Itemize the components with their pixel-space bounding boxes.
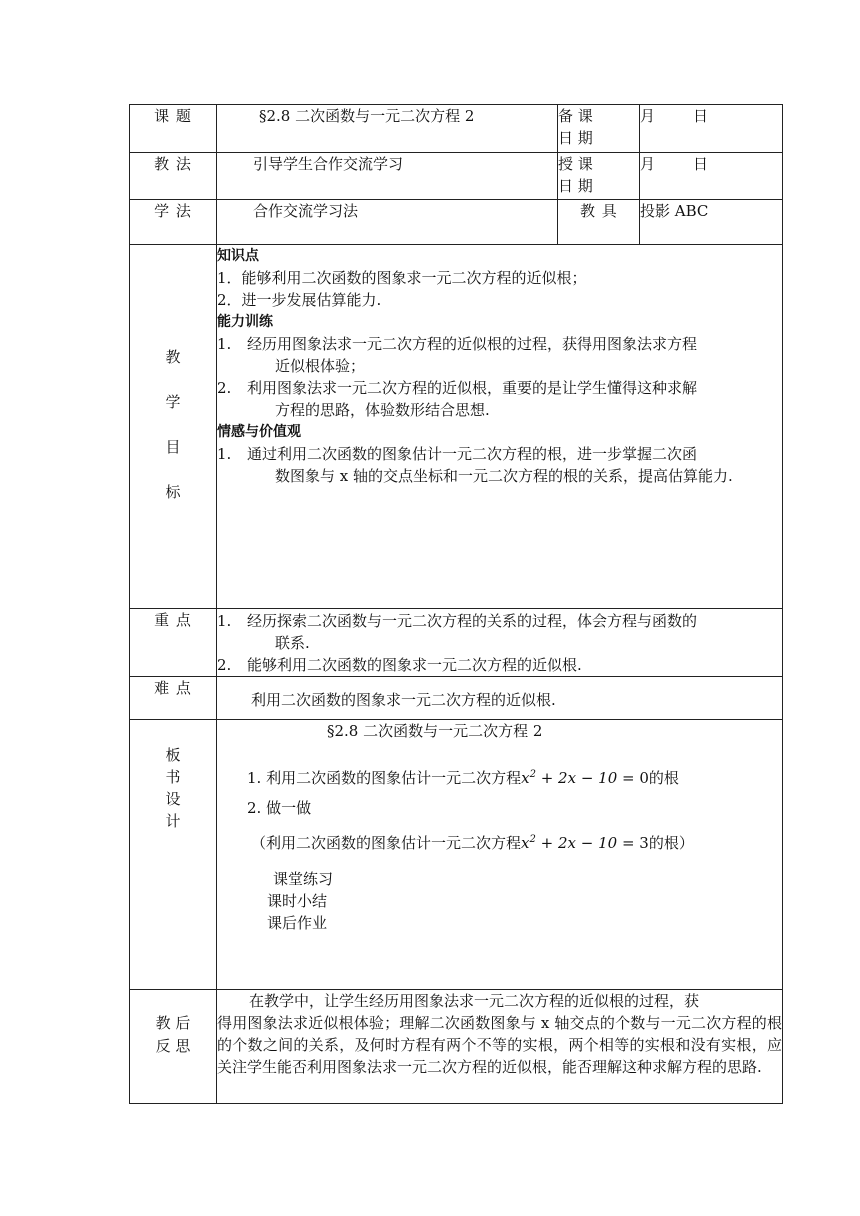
lesson-plan-table — [129, 104, 783, 1104]
key-point-line: 经历探索二次函数与一元二次方程的关系的过程，体会方程与函数的 — [247, 612, 698, 630]
learn-row — [130, 200, 783, 245]
equation-2-rhs: = 3 — [621, 834, 649, 852]
knowledge-item: 2．进一步发展估算能力. — [217, 291, 382, 309]
board-practice: 课堂练习 — [273, 870, 334, 888]
equation-1: $x^2 + 2x - 10$ — [521, 769, 623, 787]
board-row — [130, 720, 783, 990]
board-label-char: 板 — [165, 746, 181, 764]
board-content — [217, 720, 783, 990]
tools-label: 教 具 — [558, 200, 640, 245]
emotion-heading: 情感与价值观 — [217, 424, 301, 440]
tools-value: 投影 ABC — [640, 200, 783, 245]
ability-item — [217, 333, 782, 377]
learn-label: 学 法 — [130, 200, 217, 245]
equation-1-rhs: = 0 — [622, 769, 649, 787]
prep-date-value — [640, 105, 783, 153]
key-points-content — [217, 609, 783, 677]
teach-date-label — [558, 153, 640, 200]
board-item-3-suffix: 的根） — [648, 834, 694, 852]
difficulty-row — [130, 677, 783, 720]
board-item-1-suffix: 的根 — [648, 769, 679, 787]
key-points-label: 重 点 — [130, 609, 217, 677]
method-value: 引导学生合作交流学习 — [217, 153, 558, 200]
reflection-text-rest: 得用图象法求近似根体验；理解二次函数图象与 x 轴交点的个数与一元二次方程的根的个数之间的关系，及何时方程有两个不等的实根，两个相等的实根和没有实根，应关注学生能否利用图象法求一元二次方程的近似根，能否理解这种求解方程的思路. — [217, 1014, 782, 1076]
key-point-number: 2. — [217, 656, 232, 674]
reflection-row — [130, 990, 783, 1104]
teach-date-label-line1: 授 课 — [558, 155, 593, 173]
day-label: 日 — [693, 107, 709, 125]
board-item-3 — [217, 829, 782, 854]
topic-value: §2.8 二次函数与一元二次方程 2 — [217, 105, 558, 153]
ability-item-number: 2. — [217, 379, 232, 397]
knowledge-item: 1．能够利用二次函数的图象求一元二次方程的近似根； — [217, 269, 587, 287]
prep-date-label — [558, 105, 640, 153]
method-label: 教 法 — [130, 153, 217, 200]
teach-date-label-line2: 日 期 — [558, 177, 593, 195]
board-item-1 — [217, 764, 782, 789]
difficulty-label: 难 点 — [130, 677, 217, 720]
objectives-content — [217, 245, 783, 609]
ability-heading: 能力训练 — [217, 314, 273, 330]
objectives-label — [130, 245, 217, 609]
board-title: §2.8 二次函数与一元二次方程 2 — [327, 722, 543, 740]
key-point-line: 联系. — [275, 634, 310, 652]
ability-item-number: 1. — [217, 335, 232, 353]
method-row — [130, 153, 783, 200]
learn-value: 合作交流学习法 — [217, 200, 558, 245]
difficulty-text: 利用二次函数的图象求一元二次方程的近似根. — [217, 677, 783, 720]
key-point-number: 1. — [217, 612, 232, 630]
key-points-row — [130, 609, 783, 677]
day-label: 日 — [693, 155, 709, 173]
board-label-char: 设 — [165, 790, 181, 808]
reflection-label — [130, 990, 217, 1104]
reflection-label-line1: 教 后 — [155, 1014, 191, 1032]
teach-date-value — [640, 153, 783, 200]
month-label: 月 — [640, 155, 656, 173]
reflection-label-line2: 反 思 — [155, 1037, 191, 1055]
ability-item-line: 经历用图象法求一元二次方程的近似根的过程，获得用图象法求方程 — [247, 335, 698, 353]
board-item-2: 2. 做一做 — [247, 799, 312, 817]
board-summary: 课时小结 — [267, 892, 328, 910]
prep-date-label-line2: 日 期 — [558, 129, 593, 147]
board-label-char: 计 — [165, 812, 181, 830]
ability-item-line: 近似根体验； — [275, 357, 366, 375]
reflection-text-first: 在教学中，让学生经历用图象法求一元二次方程的近似根的过程，获 — [249, 992, 700, 1010]
board-item-1-text: 1. 利用二次函数的图象估计一元二次方程 — [247, 769, 522, 787]
reflection-content — [217, 990, 783, 1104]
board-item-3-text: （利用二次函数的图象估计一元二次方程 — [251, 834, 522, 852]
objectives-label-char: 教 — [165, 348, 181, 366]
objectives-label-char: 标 — [165, 483, 181, 501]
emotion-item-line: 数图象与 x 轴的交点坐标和一元二次方程的根的关系，提高估算能力. — [275, 467, 733, 485]
ability-item-line: 方程的思路，体验数形结合思想. — [275, 401, 490, 419]
ability-item-line: 利用图象法求一元二次方程的近似根，重要的是让学生懂得这种求解 — [247, 379, 698, 397]
board-label-char: 书 — [165, 768, 181, 786]
emotion-item — [217, 443, 782, 487]
key-point-line: 能够利用二次函数的图象求一元二次方程的近似根. — [247, 656, 582, 674]
knowledge-heading: 知识点 — [217, 248, 259, 264]
key-point-item — [217, 610, 782, 654]
board-label — [130, 720, 217, 990]
objectives-row — [130, 245, 783, 609]
topic-row — [130, 105, 783, 153]
key-point-item — [217, 654, 782, 676]
emotion-item-line: 通过利用二次函数的图象估计一元二次方程的根，进一步掌握二次函 — [247, 445, 698, 463]
prep-date-label-line1: 备 课 — [558, 107, 593, 125]
emotion-item-number: 1. — [217, 445, 232, 463]
ability-item — [217, 377, 782, 421]
objectives-label-char: 目 — [165, 438, 181, 456]
objectives-label-char: 学 — [165, 393, 181, 411]
board-homework: 课后作业 — [267, 914, 328, 932]
equation-2: $x^2 + 2x - 10$ — [521, 834, 622, 852]
month-label: 月 — [640, 107, 656, 125]
topic-label: 课 题 — [130, 105, 217, 153]
